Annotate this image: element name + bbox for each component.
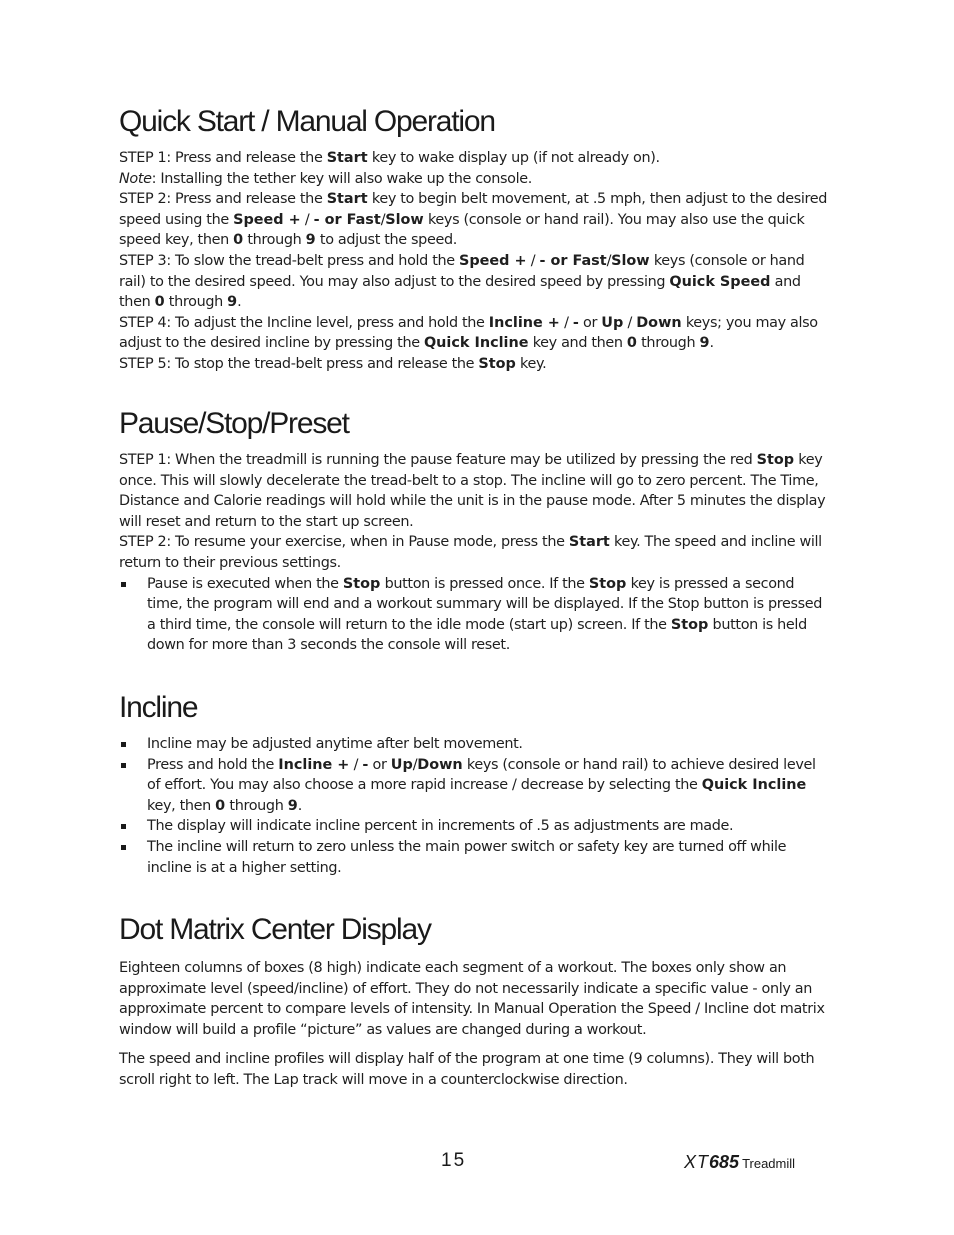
page-number: 15: [441, 1150, 467, 1171]
brand-model: 685: [709, 1152, 740, 1172]
dot-matrix-paragraph-1: Eighteen columns of boxes (8 high) indicate each segment of a workout. The boxes only show an approximate level (speed/incline) of effort. They do not necessarily indicate a specific value - only an approximate percent to compare levels of intensity. In Manual Operation the Speed / Incline dot matrix window will build a profile “picture” as values are changed during a workout.: [119, 960, 825, 1038]
list-item: Incline may be adjusted anytime after belt movement.: [119, 734, 831, 755]
list-item: Press and hold the Incline + / - or Up/Down keys (console or hand rail) to achieve desired level of effort. You may also choose a more rapid increase / decrease by selecting the Quick Incline key, then 0 through 9.: [119, 755, 831, 817]
section-incline: [119, 690, 831, 878]
incline-bullet-list: [119, 734, 831, 878]
heading-incline: Incline: [119, 691, 198, 724]
quick-start-note: Note: Installing the tether key will also wake up the console.: [119, 170, 532, 187]
section-pause-stop: [119, 406, 831, 656]
pause-step-1: STEP 1: When the treadmill is running the pause feature may be utilized by pressing the red Stop key once. This will slowly decelerate the tread-belt to a stop. The incline will go to zero percent. The Time, Distance and Calorie readings will hold while the unit is in the pause mode. After 5 minutes the display will reset and return to the start up screen.: [119, 452, 826, 530]
pause-step-2: STEP 2: To resume your exercise, when in Pause mode, press the Start key. The speed and incline will return to their previous settings.: [119, 534, 822, 571]
quick-start-body: [119, 148, 831, 375]
heading-dot-matrix: Dot Matrix Center Display: [119, 913, 431, 946]
quick-start-step-2: STEP 2: Press and release the Start key to begin belt movement, at .5 mph, then adjust to the desired speed using the Speed + / - or Fast/Slow keys (console or hand rail). You may also use the quick speed key, then 0 through 9 to adjust the speed.: [119, 191, 828, 249]
list-item: Pause is executed when the Stop button is pressed once. If the Stop key is pressed a second time, the program will end and a workout summary will be displayed. If the Stop button is pressed a third time, the console will return to the idle mode (start up) screen. If the Stop button is held down for more than 3 seconds the console will reset.: [119, 574, 831, 656]
quick-start-step-1: STEP 1: Press and release the Start key to wake display up (if not already on).: [119, 150, 660, 166]
quick-start-step-3: STEP 3: To slow the tread-belt press and hold the Speed + / - or Fast/Slow keys (console or hand rail) to the desired speed. You may also adjust to the desired speed by pressing Quick Speed and then 0 through 9.: [119, 252, 805, 311]
brand-product: Treadmill: [742, 1156, 796, 1171]
heading-quick-start: Quick Start / Manual Operation: [119, 105, 495, 138]
section-dot-matrix: [119, 912, 831, 1091]
list-item: The incline will return to zero unless the main power switch or safety key are turned off while incline is at a higher setting.: [119, 837, 831, 878]
section-quick-start: [119, 104, 831, 375]
pause-bullet-list: [119, 574, 831, 656]
brand-footer: [684, 1152, 795, 1173]
heading-pause-stop: Pause/Stop/Preset: [119, 407, 349, 440]
brand-prefix: XT: [684, 1152, 710, 1172]
dot-matrix-paragraph-2: The speed and incline profiles will display half of the program at one time (9 columns). They will both scroll right to left. The Lap track will move in a counterclockwise direction.: [119, 1051, 815, 1088]
quick-start-step-4: STEP 4: To adjust the Incline level, press and hold the Incline + / - or Up / Down keys; you may also adjust to the desired incline by pressing the Quick Incline key and then 0 through 9.: [119, 314, 818, 352]
quick-start-step-5: STEP 5: To stop the tread-belt press and release the Stop key.: [119, 355, 547, 372]
list-item: The display will indicate incline percent in increments of .5 as adjustments are made.: [119, 816, 831, 837]
